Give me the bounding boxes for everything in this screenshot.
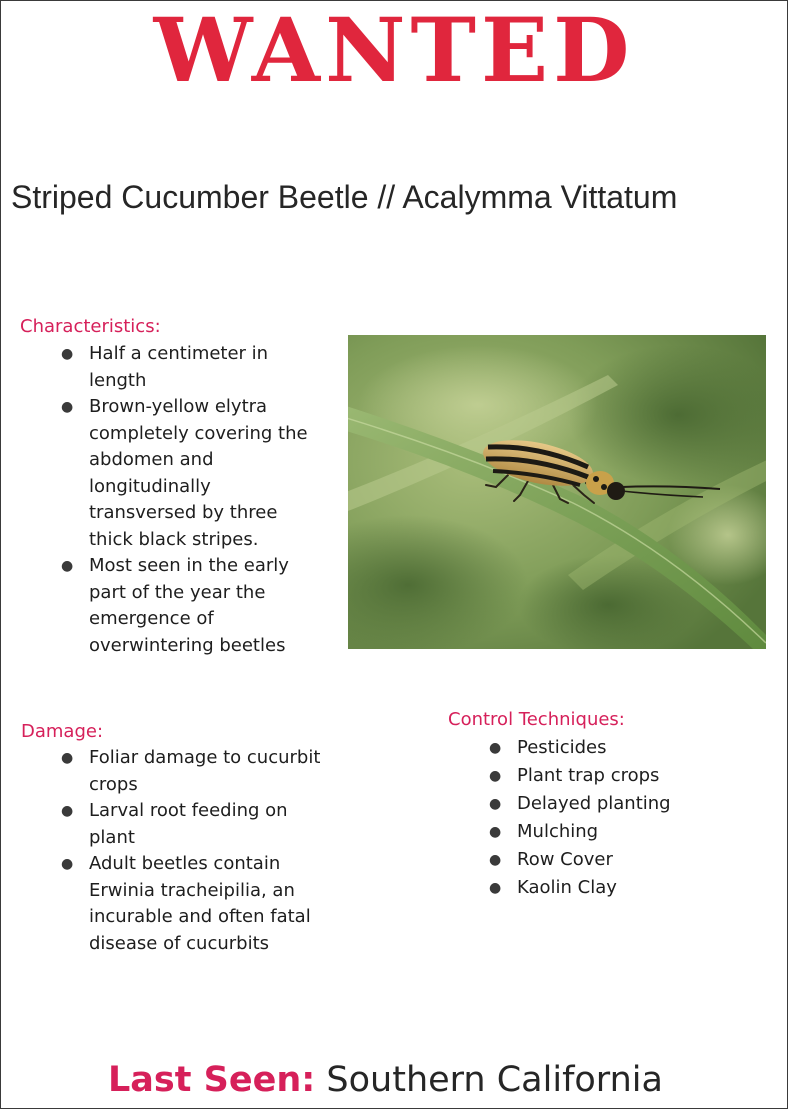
bullet-icon: ● bbox=[61, 346, 74, 362]
beetle-on-leaf-photo bbox=[348, 335, 766, 649]
bullet-icon: ● bbox=[489, 796, 502, 812]
control-item bbox=[489, 790, 749, 818]
control-text: Delayed planting bbox=[517, 793, 671, 814]
damage-item bbox=[61, 851, 323, 957]
damage-text: Foliar damage to cucurbit crops bbox=[89, 747, 321, 795]
control-item bbox=[489, 874, 749, 902]
bullet-icon: ● bbox=[61, 750, 74, 766]
control-text: Plant trap crops bbox=[517, 765, 660, 786]
control-item bbox=[489, 734, 749, 762]
bullet-icon: ● bbox=[489, 824, 502, 840]
control-techniques-heading: Control Techniques: bbox=[448, 709, 625, 730]
control-item bbox=[489, 762, 749, 790]
control-text: Row Cover bbox=[517, 849, 613, 870]
characteristic-item bbox=[61, 341, 321, 394]
species-title: Striped Cucumber Beetle // Acalymma Vittatum bbox=[11, 179, 678, 215]
control-item bbox=[489, 818, 749, 846]
control-text: Pesticides bbox=[517, 737, 607, 758]
damage-list bbox=[61, 745, 323, 957]
characteristics-heading: Characteristics: bbox=[20, 316, 161, 337]
characteristics-list bbox=[61, 341, 321, 659]
bullet-icon: ● bbox=[61, 399, 74, 415]
bullet-icon: ● bbox=[61, 803, 74, 819]
damage-item bbox=[61, 798, 323, 851]
beetle-photo bbox=[348, 335, 766, 649]
bullet-icon: ● bbox=[61, 558, 74, 574]
characteristic-item bbox=[61, 553, 321, 659]
damage-heading: Damage: bbox=[21, 721, 104, 742]
wanted-headline: WANTED bbox=[153, 0, 635, 102]
bullet-icon: ● bbox=[489, 740, 502, 756]
damage-text: Adult beetles contain Erwinia tracheipilia, an incurable and often fatal disease of cucurbits bbox=[89, 853, 311, 954]
control-techniques-list bbox=[489, 734, 749, 902]
control-text: Kaolin Clay bbox=[517, 877, 617, 898]
control-item bbox=[489, 846, 749, 874]
characteristic-text: Most seen in the early part of the year the emergence of overwintering beetles bbox=[89, 555, 289, 656]
last-seen-line bbox=[108, 1058, 663, 1102]
bullet-icon: ● bbox=[61, 856, 74, 872]
bullet-icon: ● bbox=[489, 768, 502, 784]
control-text: Mulching bbox=[517, 821, 599, 842]
damage-text: Larval root feeding on plant bbox=[89, 800, 288, 848]
damage-item bbox=[61, 745, 323, 798]
bullet-icon: ● bbox=[489, 880, 502, 896]
last-seen-label: Last Seen: bbox=[108, 1060, 316, 1100]
characteristic-item bbox=[61, 394, 321, 553]
characteristic-text: Half a centimeter in length bbox=[89, 343, 269, 391]
characteristic-text: Brown-yellow elytra completely covering the abdomen and longitudinally transversed by three thick black stripes. bbox=[89, 396, 308, 550]
last-seen-location: Southern California bbox=[326, 1060, 663, 1100]
bullet-icon: ● bbox=[489, 852, 502, 868]
